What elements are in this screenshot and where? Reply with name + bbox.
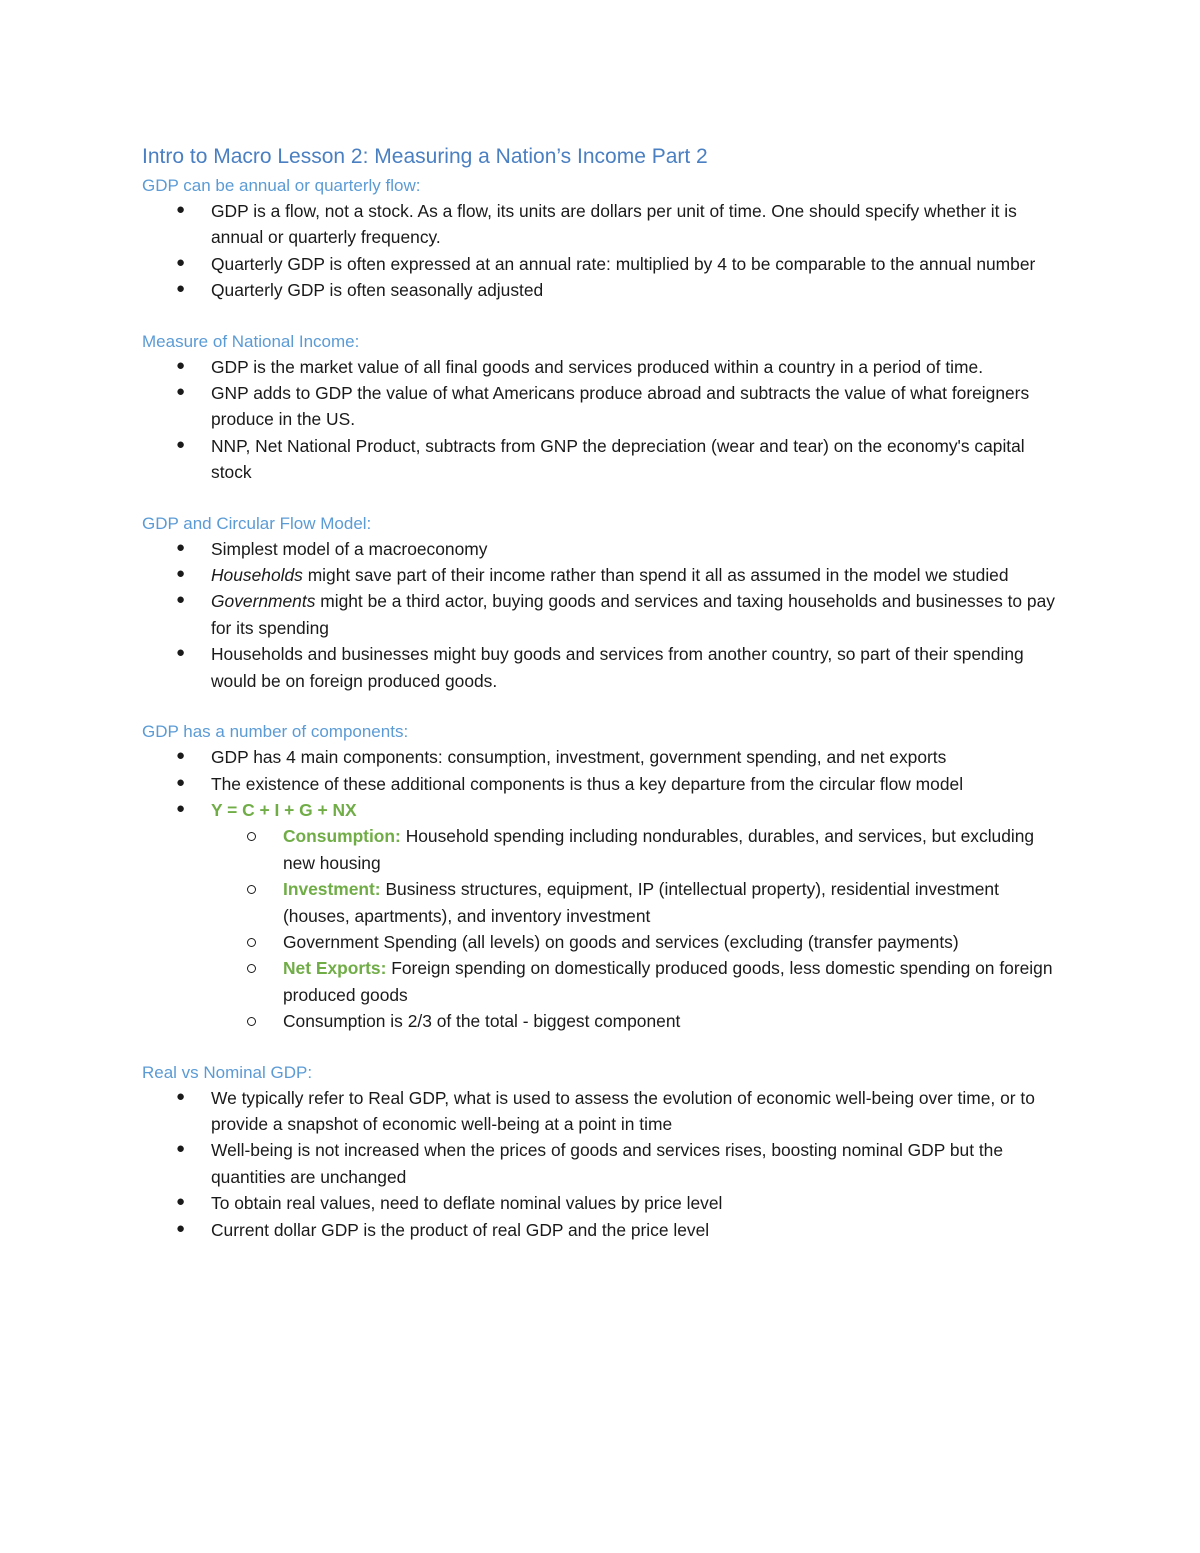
bullet-list — [142, 744, 1062, 1034]
list-item-text: Quarterly GDP is often expressed at an annual rate: multiplied by 4 to be comparable to the annual number — [211, 253, 1036, 274]
section-flow — [142, 174, 1062, 304]
bullet-icon: ● — [176, 1087, 186, 1105]
bullet-icon: ● — [176, 253, 186, 271]
sub-list-item — [142, 955, 1062, 1008]
sub-list-item-text: Foreign spending on domestically produced goods, less domestic spending on foreign produced goods — [283, 958, 1053, 1005]
sub-bullet-list — [211, 823, 1062, 1034]
list-item-text: Simplest model of a macroeconomy — [211, 538, 488, 559]
list-item-text: GDP has 4 main components: consumption, investment, government spending, and net exports — [211, 747, 947, 768]
bullet-icon: ● — [176, 799, 186, 817]
list-item — [142, 536, 1062, 562]
bullet-icon: ● — [176, 1140, 186, 1158]
sub-list-item-text: Business structures, equipment, IP (intellectual property), residential investment (houses, apartments), and inventory investment — [283, 879, 999, 926]
bullet-icon: ● — [176, 1193, 186, 1211]
sub-list-item — [142, 929, 1062, 955]
list-item — [142, 588, 1062, 641]
bullet-icon: ● — [176, 1219, 186, 1237]
section-national-income — [142, 330, 1062, 486]
list-item — [142, 380, 1062, 433]
term-label: Consumption: — [283, 826, 401, 847]
term-label: Investment: — [283, 879, 381, 900]
sub-list-item — [142, 876, 1062, 929]
sub-list-item — [142, 1008, 1062, 1034]
hollow-bullet-icon — [247, 964, 256, 973]
list-item-text: We typically refer to Real GDP, what is used to assess the evolution of economic well-being over time, or to provide a snapshot of economic well-being at a point in time — [211, 1087, 1035, 1134]
bullet-icon: ● — [176, 356, 186, 374]
bullet-icon: ● — [176, 591, 186, 609]
section-heading: Measure of National Income: — [142, 331, 360, 351]
list-item — [142, 641, 1062, 694]
list-item — [142, 744, 1062, 770]
section-real-nominal — [142, 1061, 1062, 1243]
document-title: Intro to Macro Lesson 2: Measuring a Nation’s Income Part 2 — [142, 145, 708, 168]
section-heading: GDP has a number of components: — [142, 722, 409, 742]
sub-list-item-text: Government Spending (all levels) on goods and services (excluding (transfer payments) — [283, 931, 959, 952]
bullet-icon: ● — [176, 280, 186, 298]
list-item-text: To obtain real values, need to deflate nominal values by price level — [211, 1193, 723, 1214]
list-item — [142, 1085, 1062, 1138]
list-item — [142, 1190, 1062, 1216]
list-item-text: might save part of their income rather than spend it all as assumed in the model we studied — [302, 565, 1009, 586]
sub-list-item — [142, 823, 1062, 876]
sub-list-item-text: Household spending including nondurables, durables, and services, but excluding new housing — [283, 826, 1035, 873]
emphasis-term: Governments — [211, 591, 316, 612]
bullet-icon: ● — [176, 435, 186, 453]
hollow-bullet-icon — [247, 1017, 256, 1026]
bullet-list — [142, 536, 1062, 694]
list-item — [142, 1217, 1062, 1243]
list-item — [142, 771, 1062, 797]
bullet-icon: ● — [176, 773, 186, 791]
section-circular-flow — [142, 512, 1062, 694]
hollow-bullet-icon — [247, 885, 256, 894]
list-item — [142, 433, 1062, 486]
list-item — [142, 354, 1062, 380]
list-item-text: might be a third actor, buying goods and services and taxing households and businesses to pay for its spending — [211, 591, 1055, 638]
list-item-text: NNP, Net National Product, subtracts from GNP the depreciation (wear and tear) on the economy's capital stock — [211, 435, 1025, 483]
list-item-text: GDP is a flow, not a stock. As a flow, its units are dollars per unit of time. One should specify whether it is annual or quarterly frequency. — [211, 201, 1017, 248]
bullet-list — [142, 1085, 1062, 1243]
list-item-text: Households and businesses might buy goods and services from another country, so part of their spending would be on foreign produced goods. — [211, 644, 1024, 691]
list-item-text: GNP adds to GDP the value of what Americans produce abroad and subtracts the value of what foreigners produce in the US. — [211, 383, 1030, 430]
bullet-icon: ● — [176, 747, 186, 765]
list-item — [142, 277, 1062, 303]
list-item-text: The existence of these additional components is thus a key departure from the circular flow model — [211, 773, 964, 794]
list-item-text: Quarterly GDP is often seasonally adjusted — [211, 280, 544, 301]
section-heading: GDP and Circular Flow Model: — [142, 513, 372, 533]
section-heading: Real vs Nominal GDP: — [142, 1062, 313, 1082]
list-item-text: GDP is the market value of all final goods and services produced within a country in a period of time. — [211, 356, 984, 377]
list-item — [142, 797, 1062, 1035]
emphasis-term: Households — [211, 565, 303, 586]
hollow-bullet-icon — [247, 832, 256, 841]
list-item — [142, 198, 1062, 251]
list-item-text: Well-being is not increased when the prices of goods and services rises, boosting nominal GDP but the quantities are unchanged — [211, 1140, 1004, 1187]
bullet-list — [142, 198, 1062, 304]
list-item — [142, 562, 1062, 588]
list-item-text: Current dollar GDP is the product of real GDP and the price level — [211, 1219, 710, 1240]
document-page — [142, 140, 1062, 1269]
list-item — [142, 251, 1062, 277]
gdp-equation: Y = C + I + G + NX — [211, 799, 357, 820]
list-item — [142, 1137, 1062, 1190]
bullet-icon: ● — [176, 538, 186, 556]
bullet-icon: ● — [176, 383, 186, 401]
term-label: Net Exports: — [283, 958, 387, 979]
bullet-list — [142, 354, 1062, 486]
section-heading: GDP can be annual or quarterly flow: — [142, 176, 421, 195]
sub-list-item-text: Consumption is 2/3 of the total - biggest component — [283, 1011, 681, 1032]
section-components — [142, 720, 1062, 1034]
bullet-icon: ● — [176, 644, 186, 662]
hollow-bullet-icon — [247, 938, 256, 947]
bullet-icon: ● — [176, 565, 186, 583]
bullet-icon: ● — [176, 201, 186, 218]
